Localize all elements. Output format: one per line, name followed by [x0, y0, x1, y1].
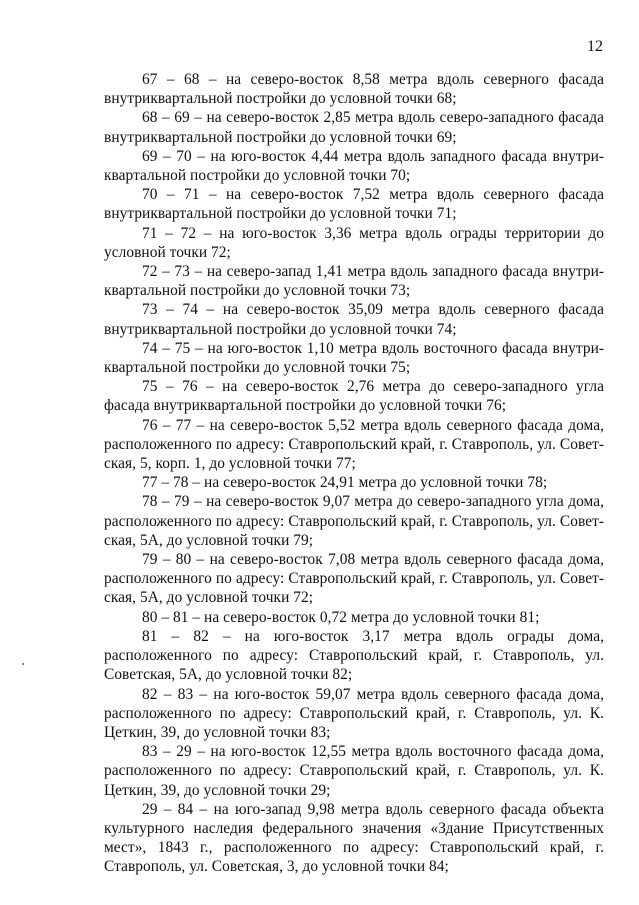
- paragraph-74-75: 74 – 75 – на юго-восток 1,10 метра вдоль восточного фасада внутриквартальной постройки до условной точки 75;: [104, 339, 604, 377]
- paragraph-83-29: 83 – 29 – на юго-восток 12,55 метра вдоль восточного фасада дома, расположенного по адресу: Ставропольский край, г. Ставрополь, ул. К. Цеткин, 39, до условной точки 29;: [104, 743, 604, 799]
- paragraph-79-80: 79 – 80 – на северо-восток 7,08 метра вдоль северного фасада дома, расположенного по адресу: Ставропольский край, г. Ставрополь, ул. Советская, 5А, до условной точки 72;: [104, 551, 604, 607]
- scan-speck: [22, 663, 24, 665]
- paragraph-72-73: 72 – 73 – на северо-запад 1,41 метра вдоль западного фасада внутриквартальной постройки до условной точки 73;: [104, 263, 604, 300]
- page-number: 12: [587, 38, 603, 55]
- paragraph-67-68: 67 – 68 – на северо-восток 8,58 метра вдоль северного фасада внутриквартальной постройки до условной точки 68;: [104, 71, 604, 108]
- paragraph-82-83: 82 – 83 – на юго-восток 59,07 метра вдоль северного фасада дома, расположенного по адресу: Ставропольский край, г. Ставрополь, ул. К. Цеткин, 39, до условной точки 83;: [104, 685, 604, 741]
- paragraph-71-72: 71 – 72 – на юго-восток 3,36 метра вдоль ограды территории до условной точки 72;: [104, 224, 604, 261]
- paragraph-77-78: 77 – 78 – на северо-восток 24,91 метра до условной точки 78;: [142, 474, 548, 492]
- paragraph-69-70: 69 – 70 – на юго-восток 4,44 метра вдоль западного фасада внутриквартальной постройки до условной точки 70;: [104, 147, 604, 185]
- paragraph-78-79: 78 – 79 – на северо-восток 9,07 метра до северо-западного угла дома, расположенного по адресу: Ставропольский край, г. Ставрополь, ул. Советская, 5А, до условной точки 79;: [104, 493, 604, 549]
- paragraph-29-84: 29 – 84 – на юго-запад 9,98 метра вдоль северного фасада объекта культурного наследия федерального значения «Здание Присутственных мест», 1843 г., расположенного по адресу: Ставропольский край, г. Ставрополь, ул. Советская, 3, до условной точки 84;: [104, 800, 604, 876]
- paragraph-76-77: 76 – 77 – на северо-восток 5,52 метра вдоль северного фасада дома, расположенного по адресу: Ставропольский край, г. Ставрополь, ул. Советская, 5, корп. 1, до условной точки 77;: [104, 416, 604, 473]
- paragraph-80-81: 80 – 81 – на северо-восток 0,72 метра до условной точки 81;: [142, 608, 540, 626]
- paragraph-70-71: 70 – 71 – на северо-восток 7,52 метра вдоль северного фасада внутриквартальной постройки до условной точки 71;: [104, 186, 604, 223]
- paragraph-75-76: 75 – 76 – на северо-восток 2,76 метра до северо-западного угла фасада внутриквартальной постройки до условной точки 76;: [104, 378, 604, 415]
- paragraph-73-74: 73 – 74 – на северо-восток 35,09 метра вдоль северного фасада внутриквартальной постройки до условной точки 74;: [104, 301, 604, 338]
- paragraph-81-82: 81 – 82 – на юго-восток 3,17 метра вдоль ограды дома, расположенного по адресу: Ставропольский край, г. Ставрополь, ул. Советская, 5А, до условной точки 82;: [104, 627, 604, 684]
- boundary-description: [104, 70, 604, 877]
- paragraph-68-69: 68 – 69 – на северо-восток 2,85 метра вдоль северо-западного фасада внутриквартальной постройки до условной точки 69;: [104, 109, 604, 146]
